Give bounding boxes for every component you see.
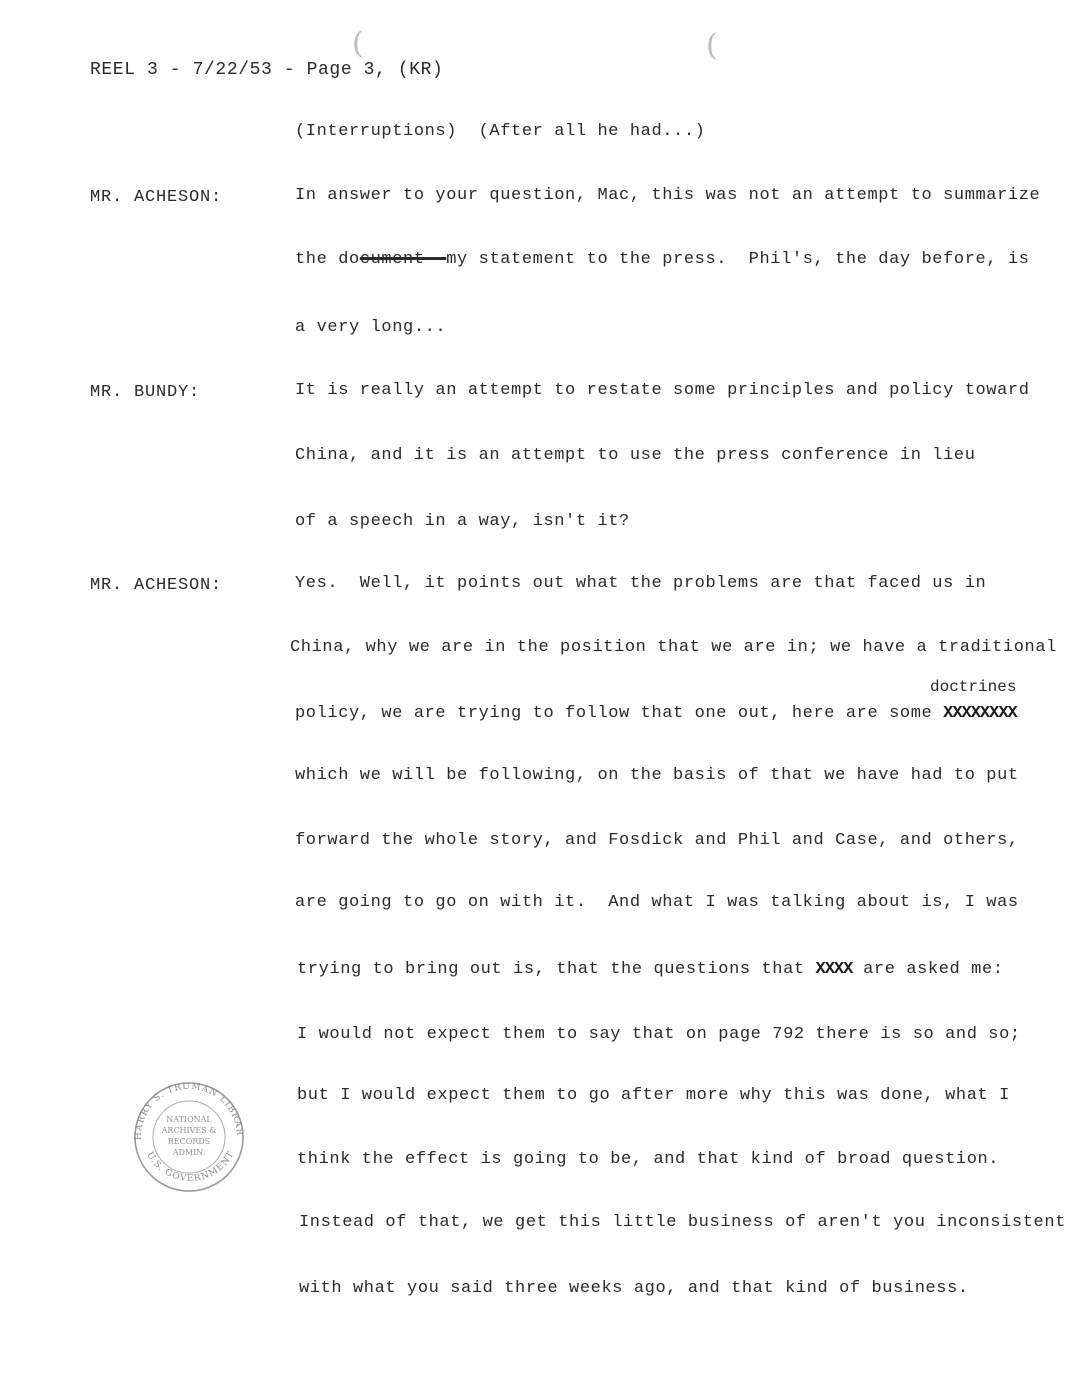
transcript-line: I would not expect them to say that on page 792 there is so and so; [297, 1025, 1021, 1044]
transcript-line: It is really an attempt to restate some principles and policy toward [295, 381, 1030, 400]
archive-stamp [127, 1080, 251, 1194]
struck-text: cument-- [359, 250, 447, 269]
inserted-word: doctrines [930, 678, 1017, 696]
transcript-line: China, why we are in the position that we are in; we have a traditional [290, 638, 1057, 657]
transcript-line: which we will be following, on the basis of that we have had to put [295, 766, 1019, 785]
stamp-seal-icon [127, 1080, 251, 1194]
stamp-center-text: NATIONAL [166, 1115, 212, 1124]
transcript-line: of a speech in a way, isn't it? [295, 512, 630, 531]
stamp-center-text: ADMIN. [172, 1148, 206, 1157]
stamp-ring-bottom: U.S. GOVERNMENT [144, 1149, 237, 1184]
transcript-line: forward the whole story, and Fosdick and Phil and Case, and others, [295, 831, 1019, 850]
transcript-line: In answer to your question, Mac, this was not an attempt to summarize [295, 186, 1041, 205]
speaker-label: MR. ACHESON: [90, 576, 223, 595]
transcript-line: are going to go on with it. And what I was talking about is, I was [295, 893, 1019, 912]
speaker-label: MR. BUNDY: [90, 383, 201, 402]
transcript-line: policy, we are trying to follow that one out, here are some XXXXXXXX [295, 704, 1017, 723]
transcript-line: China, and it is an attempt to use the press conference in lieu [295, 446, 976, 465]
transcript-line: the document--my statement to the press. Phil's, the day before, is [295, 250, 1030, 269]
pencil-mark: ( [352, 26, 364, 61]
transcript-line: trying to bring out is, that the questions that XXXX are asked me: [297, 960, 1004, 979]
transcript-line: think the effect is going to be, and that kind of broad question. [297, 1150, 1000, 1169]
transcript-line: with what you said three weeks ago, and that kind of business. [299, 1279, 969, 1298]
interruption-note: (Interruptions) (After all he had...) [295, 122, 706, 141]
xed-out-word: XXXXXXXX [943, 704, 1017, 723]
stamp-center-text: ARCHIVES & [161, 1126, 217, 1135]
transcript-line: Instead of that, we get this little business of aren't you inconsistent [299, 1213, 1066, 1232]
speaker-label: MR. ACHESON: [90, 188, 223, 207]
transcript-line: Yes. Well, it points out what the problems are that faced us in [295, 574, 987, 593]
stamp-ring-top: HARRY S. TRUMAN LIBRAR [133, 1081, 245, 1141]
pencil-mark: ( [706, 28, 718, 63]
page-header: REEL 3 - 7/22/53 - Page 3, (KR) [90, 60, 444, 80]
stamp-center-text: RECORDS [167, 1137, 211, 1146]
xed-out-word: XXXX [815, 960, 853, 979]
transcript-line: a very long... [295, 318, 447, 337]
transcript-line: but I would expect them to go after more why this was done, what I [297, 1086, 1010, 1105]
